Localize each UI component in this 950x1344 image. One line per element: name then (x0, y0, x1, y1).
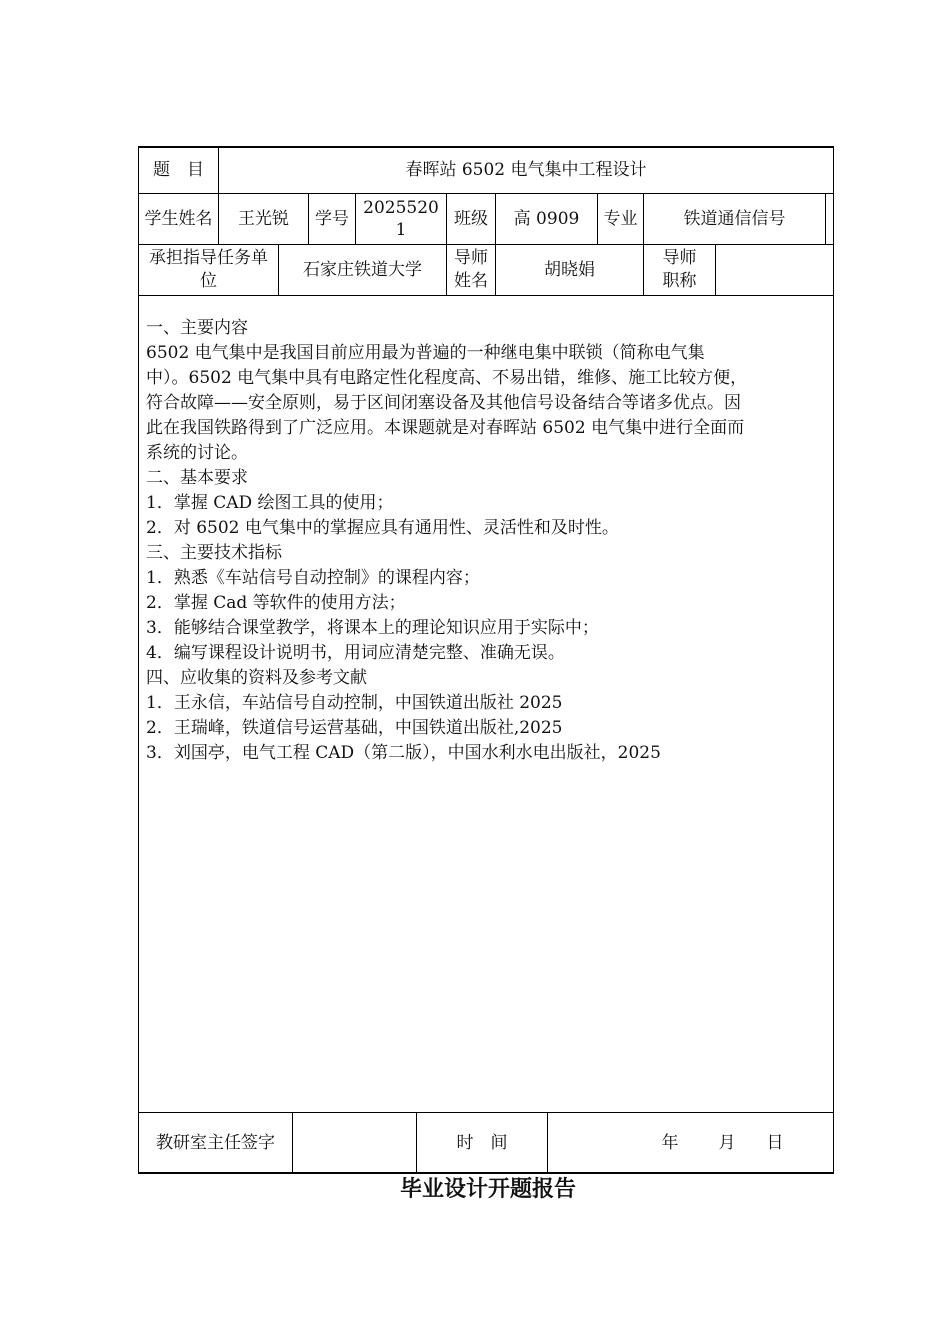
advisor-name-value: 胡晓娟 (544, 260, 595, 280)
content-line: 三、主要技术指标 (146, 543, 282, 563)
advisor-title-value (716, 245, 833, 295)
content-line: 此在我国铁路得到了广泛应用。本课题就是对春晖站 6502 电气集中进行全面而 (146, 418, 745, 438)
content-line: 2．王瑞峰，铁道信号运营基础，中国铁道出版社,2025 (146, 718, 563, 738)
advisor-name-label-line2: 姓名 (454, 271, 488, 291)
unit-label-line1: 承担指导任务单 (149, 248, 268, 268)
year-label: 年 (661, 1132, 679, 1153)
advisor-title-label-line1: 导师 (662, 248, 697, 268)
content-line: 3．刘国亭，电气工程 CAD（第二版），中国水利水电出版社，2025 (146, 743, 661, 763)
unit-label-line2: 位 (200, 271, 217, 291)
content-line: 1．熟悉《车站信号自动控制》的课程内容； (146, 568, 480, 588)
content-line: 3．能够结合课堂教学，将课本上的理论知识应用于实际中； (146, 618, 599, 638)
report-content (146, 316, 818, 766)
student-id-line2: 1 (395, 220, 407, 240)
table-border-left (138, 146, 139, 1174)
student-id-value (356, 194, 446, 244)
major-value: 铁道通信信号 (683, 209, 786, 229)
content-line: 系统的讨论。 (146, 443, 248, 463)
class-label: 班级 (454, 209, 488, 229)
student-id-label: 学号 (315, 209, 349, 229)
content-line: 6502 电气集中是我国目前应用最为普遍的一种继电集中联锁（简称电气集 (146, 343, 705, 363)
time-label: 时 间 (456, 1132, 508, 1153)
title-label: 题 目 (153, 160, 204, 180)
student-id-line1: 2025520 (363, 198, 439, 218)
student-name-label: 学生姓名 (144, 209, 213, 229)
director-signature-value (293, 1113, 416, 1172)
content-line: 1．掌握 CAD 绘图工具的使用； (146, 493, 394, 513)
unit-label (139, 245, 278, 295)
student-name-value: 王光锐 (238, 209, 289, 229)
day-label: 日 (766, 1132, 784, 1153)
content-line: 四、应收集的资料及参考文献 (146, 668, 367, 688)
major-label: 专业 (603, 209, 638, 229)
content-line: 2．掌握 Cad 等软件的使用方法； (146, 593, 406, 613)
content-line: 2．对 6502 电气集中的掌握应具有通用性、灵活性和及时性。 (146, 518, 619, 538)
content-line: 符合故障——安全原则，易于区间闭塞设备及其他信号设备结合等诸多优点。因 (146, 393, 741, 413)
content-line: 4．编写课程设计说明书，用词应清楚完整、准确无误。 (146, 643, 565, 663)
unit-value: 石家庄铁道大学 (303, 260, 422, 280)
row-divider-3 (138, 295, 834, 296)
advisor-title-label-line2: 职称 (662, 271, 697, 291)
class-value: 高 0909 (513, 209, 580, 229)
month-label: 月 (718, 1132, 736, 1153)
advisor-title-label (644, 245, 715, 295)
col-divider (825, 193, 826, 245)
advisor-name-label-line1: 导师 (454, 248, 488, 268)
advisor-name-label (447, 245, 495, 295)
content-line: 二、基本要求 (146, 468, 248, 488)
table-border-right (833, 146, 834, 1174)
title-value: 春晖站 6502 电气集中工程设计 (405, 160, 647, 180)
col-divider (547, 1112, 548, 1173)
content-line: 中）。6502 电气集中具有电路定性化程度高、不易出错，维修、施工比较方便， (146, 368, 748, 388)
content-line: 一、主要内容 (146, 318, 248, 338)
content-line: 1．王永信，车站信号自动控制，中国铁道出版社 2025 (146, 693, 563, 713)
director-signature-label: 教研室主任签字 (156, 1132, 275, 1153)
page-caption: 毕业设计开题报告 (399, 1177, 576, 1202)
